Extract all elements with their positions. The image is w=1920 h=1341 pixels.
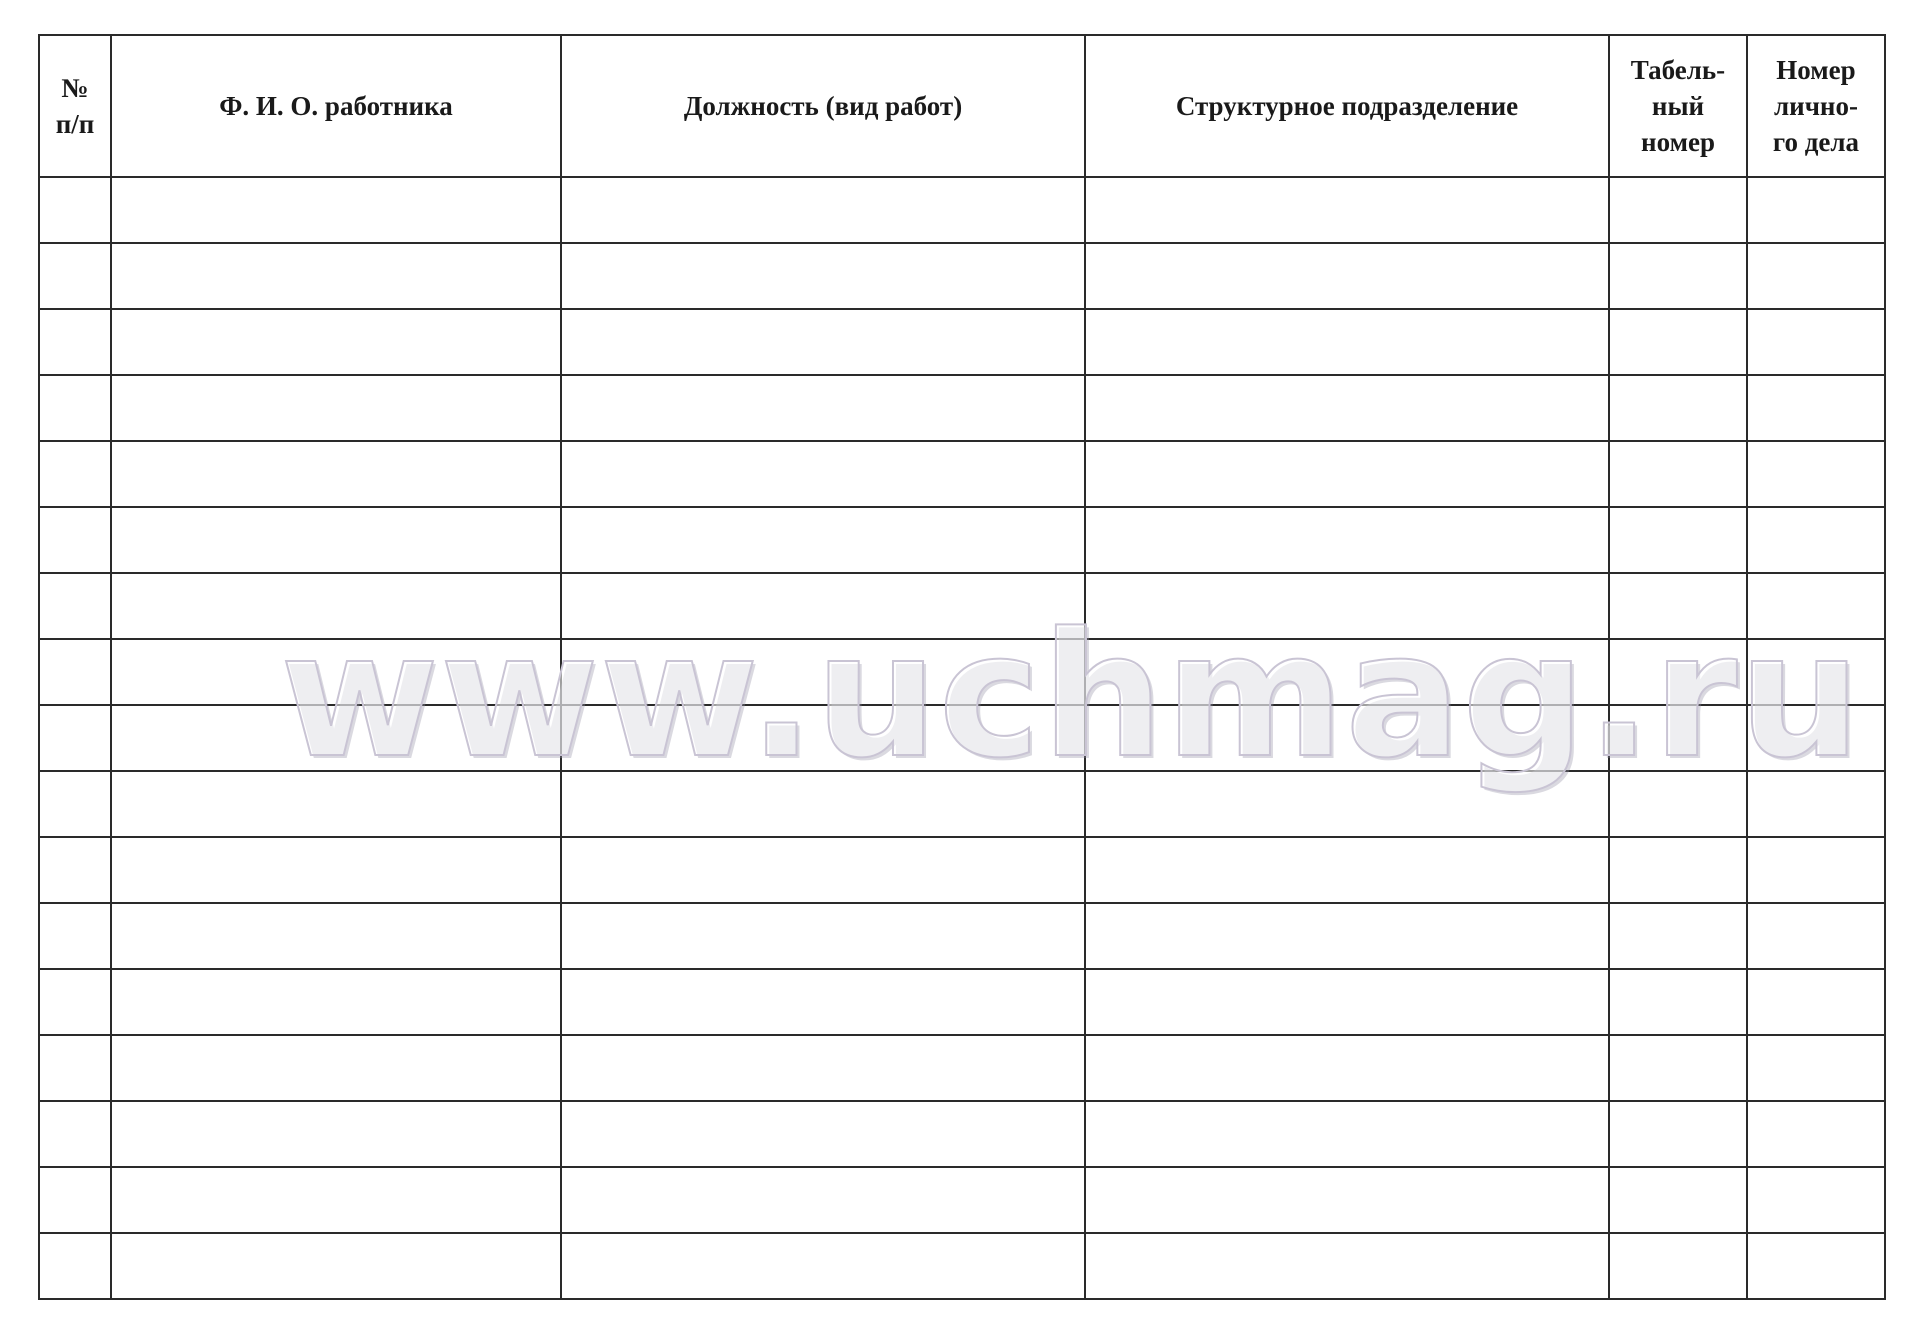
table-row — [39, 573, 1885, 639]
table-cell — [1085, 243, 1609, 309]
table-cell — [1085, 573, 1609, 639]
table-cell — [1747, 375, 1885, 441]
table-row — [39, 243, 1885, 309]
table-cell — [1747, 903, 1885, 969]
table-cell — [1609, 573, 1747, 639]
table-cell — [111, 375, 561, 441]
table-row — [39, 1101, 1885, 1167]
header-department: Структурное подразделение — [1085, 35, 1609, 177]
table-cell — [111, 639, 561, 705]
table-cell — [1085, 705, 1609, 771]
table-cell — [1609, 507, 1747, 573]
table-row — [39, 177, 1885, 243]
table-cell — [1085, 837, 1609, 903]
table-cell — [1085, 507, 1609, 573]
table-cell — [1609, 309, 1747, 375]
table-cell — [1609, 705, 1747, 771]
table-cell — [39, 507, 111, 573]
table-row — [39, 903, 1885, 969]
table-cell — [561, 573, 1085, 639]
table-cell — [561, 837, 1085, 903]
table-cell — [39, 1035, 111, 1101]
table-row — [39, 507, 1885, 573]
header-personnel-number: Табель- ный номер — [1609, 35, 1747, 177]
table-row — [39, 639, 1885, 705]
table-cell — [561, 1233, 1085, 1299]
table-cell — [1609, 177, 1747, 243]
table-cell — [1747, 573, 1885, 639]
table-cell — [111, 903, 561, 969]
employee-register-table — [38, 34, 1886, 1300]
table-cell — [561, 375, 1085, 441]
table-cell — [1609, 1035, 1747, 1101]
table-cell — [1609, 639, 1747, 705]
table-cell — [39, 375, 111, 441]
table-cell — [39, 969, 111, 1035]
header-number: № п/п — [39, 35, 111, 177]
table-cell — [561, 771, 1085, 837]
table-cell — [1747, 1167, 1885, 1233]
table-cell — [1609, 771, 1747, 837]
table-cell — [1085, 771, 1609, 837]
table-cell — [39, 903, 111, 969]
table-cell — [111, 507, 561, 573]
table-cell — [111, 177, 561, 243]
table-cell — [1609, 969, 1747, 1035]
table-cell — [561, 903, 1085, 969]
table-cell — [111, 837, 561, 903]
table-row — [39, 1233, 1885, 1299]
table-row — [39, 837, 1885, 903]
table-cell — [39, 771, 111, 837]
table-cell — [1085, 1167, 1609, 1233]
table-cell — [111, 771, 561, 837]
table-cell — [1747, 309, 1885, 375]
table-cell — [1747, 969, 1885, 1035]
table-cell — [1747, 705, 1885, 771]
table-cell — [1747, 243, 1885, 309]
table-cell — [561, 1101, 1085, 1167]
table-cell — [1609, 1233, 1747, 1299]
table-cell — [561, 1167, 1085, 1233]
table-cell — [111, 969, 561, 1035]
table-cell — [111, 573, 561, 639]
table-cell — [39, 1233, 111, 1299]
table-row — [39, 1035, 1885, 1101]
table-body — [39, 177, 1885, 1299]
table-cell — [1747, 1233, 1885, 1299]
table-cell — [39, 441, 111, 507]
table-cell — [561, 705, 1085, 771]
table-row — [39, 771, 1885, 837]
table-cell — [111, 243, 561, 309]
table-cell — [561, 441, 1085, 507]
table-cell — [1747, 1101, 1885, 1167]
table-cell — [39, 705, 111, 771]
table-row — [39, 969, 1885, 1035]
table-cell — [1747, 177, 1885, 243]
table-cell — [1747, 639, 1885, 705]
table-cell — [1747, 771, 1885, 837]
table-cell — [561, 1035, 1085, 1101]
table-cell — [1085, 969, 1609, 1035]
table-cell — [561, 243, 1085, 309]
table-cell — [1609, 441, 1747, 507]
table-cell — [561, 177, 1085, 243]
table-cell — [39, 1167, 111, 1233]
header-employee-name: Ф. И. О. работника — [111, 35, 561, 177]
header-personal-file-number: Номер лично- го дела — [1747, 35, 1885, 177]
table-row — [39, 375, 1885, 441]
table-cell — [561, 309, 1085, 375]
table-cell — [1085, 639, 1609, 705]
table-cell — [1085, 309, 1609, 375]
watermark: www.uchmag.ru — [280, 595, 1862, 796]
table-cell — [561, 507, 1085, 573]
table-cell — [39, 639, 111, 705]
table-cell — [1085, 375, 1609, 441]
table-cell — [111, 705, 561, 771]
table-row — [39, 309, 1885, 375]
table-cell — [111, 441, 561, 507]
table-cell — [111, 1101, 561, 1167]
table-cell — [1747, 1035, 1885, 1101]
table-cell — [111, 1035, 561, 1101]
table-cell — [39, 837, 111, 903]
table-cell — [1609, 375, 1747, 441]
table-cell — [1747, 837, 1885, 903]
table-cell — [1085, 177, 1609, 243]
table-cell — [1609, 1101, 1747, 1167]
table-cell — [39, 1101, 111, 1167]
table-cell — [1609, 903, 1747, 969]
table-row — [39, 705, 1885, 771]
table-cell — [111, 1167, 561, 1233]
table-cell — [111, 309, 561, 375]
table-cell — [1609, 837, 1747, 903]
header-row — [39, 35, 1885, 177]
table-cell — [1747, 507, 1885, 573]
table-cell — [561, 639, 1085, 705]
table-cell — [1085, 903, 1609, 969]
table-cell — [39, 243, 111, 309]
table-cell — [561, 969, 1085, 1035]
header-position: Должность (вид работ) — [561, 35, 1085, 177]
table-cell — [39, 309, 111, 375]
table-row — [39, 1167, 1885, 1233]
table-cell — [39, 177, 111, 243]
table-cell — [1085, 1035, 1609, 1101]
register-sheet — [38, 34, 1884, 1300]
table-cell — [1609, 243, 1747, 309]
table-cell — [1085, 1101, 1609, 1167]
table-cell — [111, 1233, 561, 1299]
table-cell — [1609, 1167, 1747, 1233]
table-row — [39, 441, 1885, 507]
table-cell — [1747, 441, 1885, 507]
table-cell — [1085, 1233, 1609, 1299]
table-cell — [1085, 441, 1609, 507]
table-cell — [39, 573, 111, 639]
